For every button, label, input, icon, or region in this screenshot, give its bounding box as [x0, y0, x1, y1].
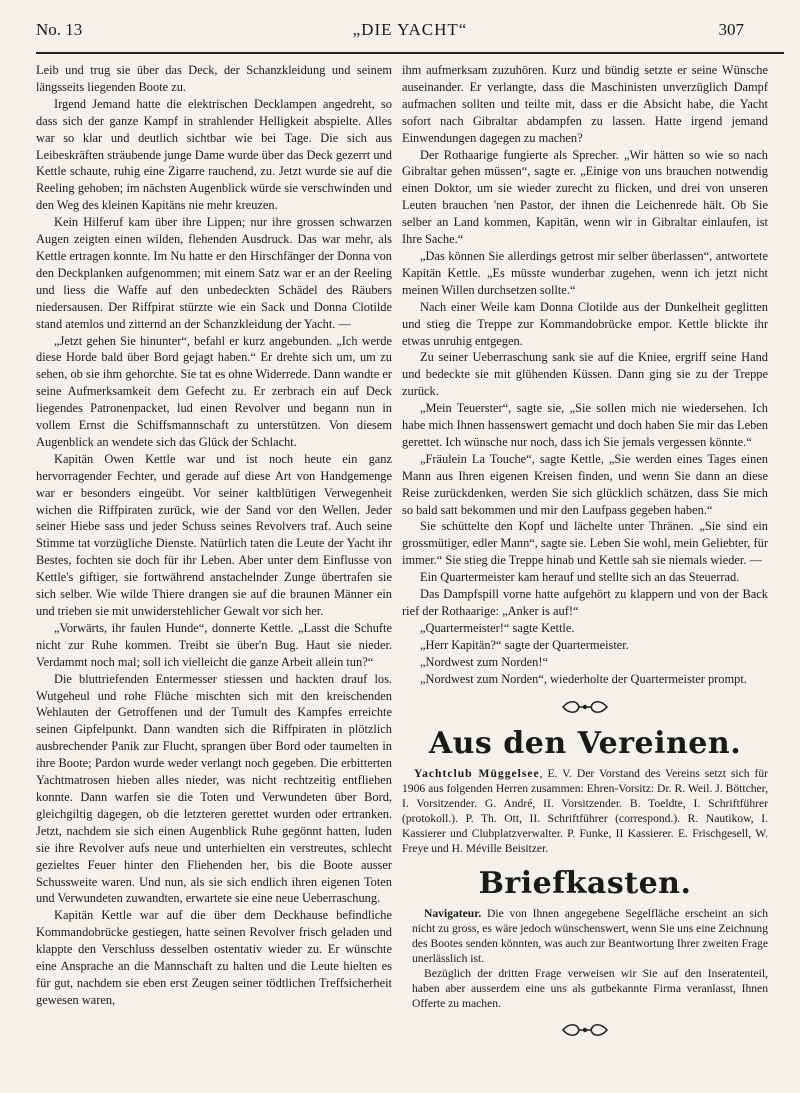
section-title-vereine: Aus den Vereinen. [428, 726, 742, 762]
paragraph: „Nordwest zum Norden“, wiederholte der Quartermeister prompt. [420, 671, 747, 686]
paragraph: „Fräulein La Touche“, sagte Kettle, „Sie werden eines Tages einen Mann aus Ihren eigenen Kreisen finden, und wenn Sie dann an diese Reise zurückdenken, werden Sie sich glücklich schätzen, dass Sie mich so bald satt bekommen und mir den Laufpass gegeben haben.“ [402, 451, 768, 517]
paragraph: „Quartermeister!“ sagte Kettle. [420, 620, 575, 635]
paragraph: „Das können Sie allerdings getrost mir selber überlassen“, antwortete Kapitän Kettle. „Es müsste wunderbar zugehen, wenn ich jetzt nicht meinen Willen durchsetzen sollte.“ [402, 248, 768, 297]
paragraph: Der Rothaarige fungierte als Sprecher. „Wir hätten so wie so nach Gibraltar gehen müssen“, sagte er. „Einige von uns brauchen notwendig einen Doktor, um sie wieder zurecht zu flicken, und drei von unseren Leuten brauchen 'nen Pastor, der ihnen die Leichenrede hält. Ob Sie selber an Land kommen, Kapitän, wenn wir in Gibraltar einlaufen, ist Ihre Sache.“ [402, 147, 768, 247]
paragraph: „Mein Teuerster“, sagte sie, „Sie sollen mich nie wiedersehen. Ich habe mich Ihnen hassenswert gemacht und doch haben Sie mir das Leben gerettet. Ich wünsche nur noch, dass ich Sie jemals vergessen könnte.“ [402, 401, 768, 449]
vereine-notice [402, 766, 768, 856]
left-column [36, 62, 392, 1009]
briefkasten-text-1: Die von Ihnen angegebene Segelfläche erscheint an sich nicht zu gross, es wäre jedoch wünschenswert, wenn Sie uns eine Zeichnung des Bootes senden könnten, was auch zur Beantwortung Ihrer zweiten Frage unerlässlich ist. [412, 907, 768, 966]
section-title-briefkasten: Briefkasten. [478, 866, 692, 902]
paragraph: „Vorwärts, ihr faulen Hunde“, donnerte Kettle. „Lasst die Schufte nicht zur Ruhe kommen. Treibt sie über'n Bug. Haut sie nieder. Verdammt noch mal; soll ich vielleicht die ganze Arbeit allein tun?“ [36, 620, 392, 669]
page-number: 307 [718, 20, 744, 39]
paragraph: Die bluttriefenden Entermesser stiessen und hackten drauf los. Wutgeheul und rohe Flüche mischten sich mit den kreischenden Wehlauten der Getroffenen und der Tumult des Kampfes erreichte seinen Gipfelpunkt. Dann wandten sich die Riffpiraten in plötzlich ausbrechender Panik zur Flucht, sprangen über Bord oder taumelten in ihre Boote; Pardon wurde weder verlangt noch gegeben. Die erbitterten Yachtmatrosen hieben alles nieder, was nicht rechtzeitig entfliehen konnte. Dann warfen sie die Toten und Verwundeten über Bord, gleichgiltig dagegen, ob die letzteren gerettet wurden oder ertranken. Jetzt, nachdem sie sich einen Augenblick Ruhe gegönnt hatten, luden sie ihre Revolver aufs neue und unterhielten ein verstreutes, schlecht gezieltes Feuer hinter den Fliehenden her, bis die Boote ausser Schussweite waren. Und nun, als sie sich endlich ihren eigenen Toten und Verwundeten zuwandten, erwartete sie eine neue Ueberraschung. [36, 671, 392, 906]
briefkasten-notice [402, 906, 768, 1011]
paragraph: Kapitän Kettle war auf die über dem Deckhause befindliche Kommandobrücke gestiegen, hatte seinen Revolver frisch geladen und klappte den Verschluss desselben ostentativ wieder zu. Er wünschte eine Ansprache an die Mannschaft zu halten und die Leute hielten es für gut, nachdem sie eben erst Zeugen seiner tödtlichen Treffsicherheit gewesen waren, [36, 908, 392, 1007]
ornament-divider-bottom [402, 1021, 768, 1044]
paragraph: Sie schüttelte den Kopf und lächelte unter Thränen. „Sie sind ein grossmütiger, edler Mann“, sagte sie. Leben Sie wohl, mein Geliebter, für immer.“ Sie stieg die Treppe hinab und Kettle sah sie niemals wieder. — [402, 519, 768, 568]
paragraph: Ein Quartermeister kam herauf und stellte sich an das Steuerrad. [420, 570, 740, 585]
paragraph: Leib und trug sie über das Deck, der Schanzkleidung und seinem längsseits liegenden Boote zu. [36, 63, 392, 94]
paragraph: Kein Hilferuf kam über ihre Lippen; nur ihre grossen schwarzen Augen zeigten einen wilden, flehenden Ausdruck. Das war mehr, als Kettle ertragen konnte. Im Nu hatte er den Hirschfänger der Donna von den Deckplanken aufgenommen; mit einem Satz war er an der Reeling und liess die Waffe auf den unbedeckten Schädel des Räubers niedersausen. Der Riffpirat stürzte wie ein Sack und Donna Clotilde stand atemlos und zitternd an der Schanzkleidung der Yacht. — [36, 215, 392, 331]
paragraph: Das Dampfspill vorne hatte aufgehört zu klappern und von der Back rief der Rothaarige: „Anker is auf!“ [402, 587, 768, 618]
right-column [402, 62, 768, 1050]
paragraph: Kapitän Owen Kettle war und ist noch heute ein ganz hervorragender Fechter, und gerade auf diese Art von Handgemenge war er besonders eingeübt. Vor seiner kaltblütigen Verwegenheit wichen die Riffpiraten zurück, wie der Sand vor den Wellen. Jeder seiner Hiebe sass und jeder Schuss seines Revolvers traf. Auch seine Stimme tat vorzügliche Dienste. Natürlich taten die Leute der Yacht ihr Bestes, fochten sie doch für ihr Leben. Aber unter dem Einflusse von Kettle's giftiger, sie fortwährend anstachelnder Zunge übertrafen sie sich selber. Wie wilde Thiere drangen sie auf die braunen Männer ein und trieben sie mit unwiderstehlicher Gewalt vor sich her. [36, 451, 392, 618]
vereine-text: , E. V. Der Vorstand des Vereins setzt sich für 1906 aus folgenden Herren zusammen: Ehren-Vorsitz: Dr. R. Weil. J. Böttcher, I. Vorsitzender. G. André, II. Vorsitzender. B. Toeldte, I. Schriftführer (protokoll.). P. Th. Ott, II. Schriftführer (correspond.). R. Nautikow, I. Kassierer und Clubplatzverwalter. P. Funke, II Kassierer. E. Frischgesell, W. Freye und H. Méville Beisitzer. [402, 767, 768, 856]
magazine-title: „DIE YACHT“ [352, 20, 468, 39]
briefkasten-text-2: Bezüglich der dritten Frage verweisen wir Sie auf den Inseratenteil, haben aber ausserdem eine uns als gutbekannte Firma veranlasst, Ihnen Offerte zu machen. [412, 967, 768, 1011]
ornament-icon [559, 1021, 611, 1039]
paragraph: „Jetzt gehen Sie hinunter“, befahl er kurz angebunden. „Ich werde diese Horde bald über Bord gejagt haben.“ Er drehte sich um, um zu sehen, ob sie ihm gehorchte. Sie tat es ohne Widerrede. Dann wandte er seine Aufmerksamkeit dem Gefecht zu. Er zerbrach ein auf Deck liegendes Patronenpacket, lud einen Revolver und begann nun in vollem Ernst die Schiffsmannschaft zu unterstützen. Von diesem Augenblick an wendete sich das Glück der Schlacht. [36, 333, 392, 449]
paragraph: ihm aufmerksam zuzuhören. Kurz und bündig setzte er seine Wünsche auseinander. Er verlangte, dass die Maschinisten unverzüglich Dampf aufmachen sollten und teilte mit, dass er die Absicht habe, die Yacht sofort nach Gibraltar abdampfen zu lassen. Hatte irgend jemand Einwendungen dagegen zu machen? [402, 63, 768, 145]
ornament-divider [402, 698, 768, 721]
paragraph: Irgend Jemand hatte die elektrischen Decklampen angedreht, so dass sich der ganze Kampf in strahlender Helligkeit abspielte. Alles war so klar und deutlich sichtbar wie bei Tage. Die sich aus Leibeskräften sträubende junge Dame wurde über das Deck gezerrt und Kettle schaute, ruhig eine Zigarre rauchend, zu. Jetzt wurde sie auf die Reeling gehoben; im nächsten Augenblick würde sie verschwinden und den Weg des kleinen Kapitäns nie mehr kreuzen. [36, 96, 392, 213]
ornament-icon [559, 698, 611, 716]
issue-number: No. 13 [36, 20, 83, 39]
club-name: Yachtclub Müggelsee [414, 767, 540, 781]
page-header [36, 16, 784, 54]
paragraph: Nach einer Weile kam Donna Clotilde aus der Dunkelheit geglitten und stieg die Treppe zur Kommandobrücke empor. Kettle blickte ihr etwas unruhig entgegen. [402, 299, 768, 348]
paragraph: „Herr Kapitän?“ sagte der Quartermeister. [420, 637, 629, 652]
paragraph: Zu seiner Ueberraschung sank sie auf die Kniee, ergriff seine Hand und bedeckte sie mit glühenden Küssen. Dann ging sie zu der Treppe zurück. [402, 350, 768, 399]
paragraph: „Nordwest zum Norden!“ [420, 654, 548, 669]
addressee: Navigateur. [424, 907, 482, 921]
